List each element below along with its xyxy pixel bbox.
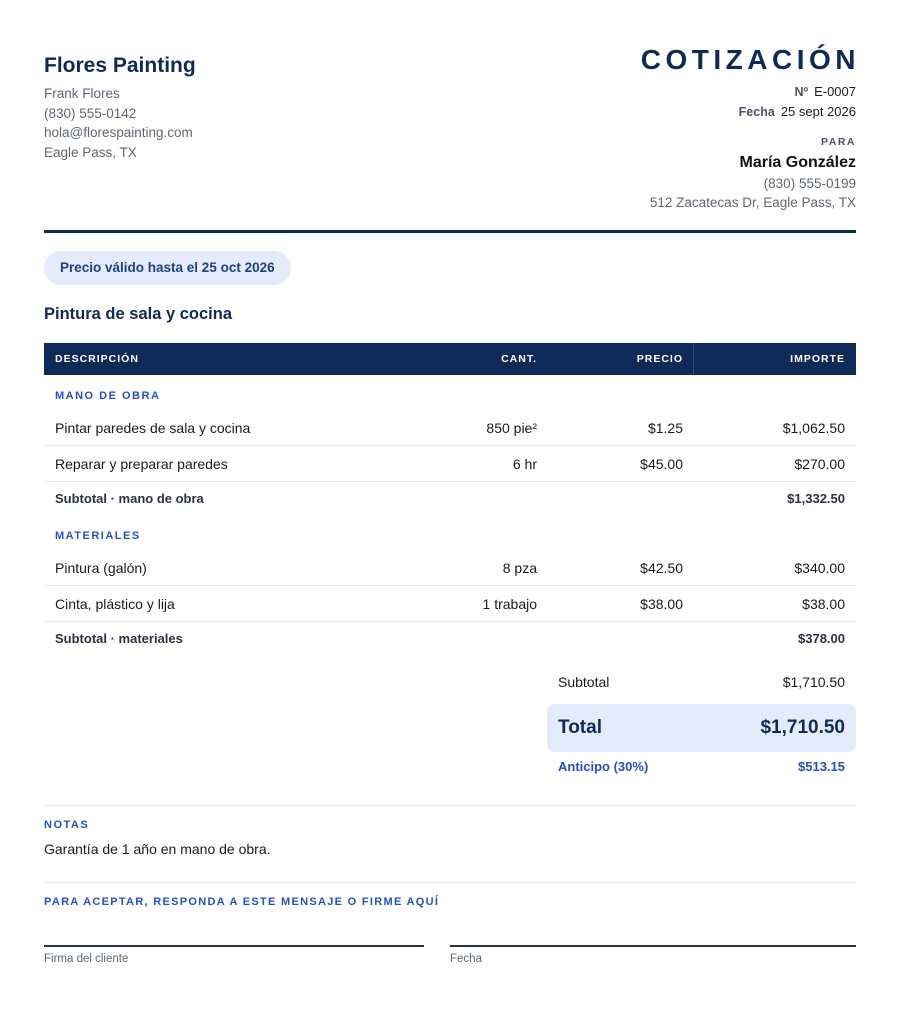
- row-price: $38.00: [640, 596, 683, 612]
- quote-date: 25 sept 2026: [780, 104, 856, 119]
- business-phone: (830) 555-0142: [44, 105, 137, 121]
- totals-subtotal-label: Subtotal: [558, 674, 610, 690]
- quote-header: [44, 0, 860, 232]
- subtotal-row-materials: [44, 622, 856, 658]
- signature-line[interactable]: [44, 945, 424, 947]
- table-row: [44, 550, 856, 586]
- table-header: [44, 343, 856, 375]
- row-qty: 1 trabajo: [482, 596, 537, 612]
- header-price: PRECIO: [636, 353, 683, 365]
- document-title: COTIZACIÓN: [640, 44, 860, 75]
- project-title: Pintura de sala y cocina: [44, 305, 232, 323]
- client-name: María González: [739, 154, 856, 171]
- business-name: Flores Painting: [44, 54, 196, 77]
- quote-number-row: [794, 84, 856, 99]
- quote-date-row: [739, 104, 856, 119]
- validity-badge: Precio válido hasta el 25 oct 2026: [44, 251, 291, 285]
- client-phone: (830) 555-0199: [763, 176, 856, 191]
- business-location: Eagle Pass, TX: [44, 144, 137, 160]
- header-column-divider: [693, 343, 694, 375]
- header-qty: CANT.: [501, 353, 537, 365]
- quote-document: [44, 0, 860, 965]
- acceptance-label: PARA ACEPTAR, RESPONDA A ESTE MENSAJE O FIRME AQUÍ: [44, 896, 440, 908]
- row-description: Reparar y preparar paredes: [55, 456, 228, 472]
- row-price: $45.00: [640, 456, 683, 472]
- grand-total-label: Total: [558, 717, 602, 738]
- deposit-value: $513.15: [798, 759, 845, 774]
- row-amount: $340.00: [794, 560, 845, 576]
- row-description: Pintar paredes de sala y cocina: [55, 420, 251, 436]
- section-label-labor: MANO DE OBRA: [55, 390, 161, 402]
- table-row: [44, 446, 856, 482]
- row-qty: 6 hr: [512, 456, 537, 472]
- totals-subtotal-value: $1,710.50: [782, 674, 845, 690]
- date-line[interactable]: [450, 945, 856, 947]
- row-amount: $38.00: [802, 596, 845, 612]
- quote-number-label: Nº: [794, 85, 809, 99]
- client-section-label: PARA: [821, 136, 856, 148]
- subtotal-amount: $1,332.50: [787, 491, 845, 506]
- section-label-materials: MATERIALES: [55, 530, 141, 542]
- row-qty: 850 pie²: [486, 420, 537, 436]
- subtotal-row-labor: [44, 482, 856, 518]
- row-price: $1.25: [647, 420, 683, 436]
- grand-total-box: [547, 704, 856, 752]
- signature-caption: Firma del cliente: [44, 953, 129, 965]
- date-caption: Fecha: [450, 953, 482, 965]
- business-contact-name: Frank Flores: [44, 86, 120, 101]
- acceptance-divider: [44, 882, 856, 883]
- quote-number: E-0007: [814, 84, 856, 99]
- subtotal-label: Subtotal · materiales: [55, 631, 183, 646]
- notes-divider: [44, 805, 856, 806]
- row-description: Pintura (galón): [55, 560, 147, 576]
- row-qty: 8 pza: [502, 560, 537, 576]
- client-address: 512 Zacatecas Dr, Eagle Pass, TX: [649, 195, 856, 210]
- header-description: DESCRIPCIÓN: [55, 353, 139, 365]
- subtotal-label: Subtotal · mano de obra: [55, 491, 204, 506]
- business-email: hola@florespainting.com: [44, 125, 193, 140]
- table-row: [44, 410, 856, 446]
- row-amount: $270.00: [794, 456, 845, 472]
- deposit-row: [558, 759, 856, 774]
- line-items-table: [44, 343, 856, 646]
- grand-total-value: $1,710.50: [760, 717, 845, 738]
- subtotal-amount: $378.00: [798, 631, 845, 646]
- header-amount: IMPORTE: [790, 353, 845, 365]
- header-divider: [44, 230, 856, 233]
- notes-text: Garantía de 1 año en mano de obra.: [44, 841, 271, 857]
- table-row: [44, 586, 856, 622]
- totals-subtotal-row: [558, 674, 856, 690]
- deposit-label: Anticipo (30%): [558, 759, 649, 774]
- row-price: $42.50: [640, 560, 683, 576]
- quote-date-label: Fecha: [738, 105, 775, 119]
- notes-label: NOTAS: [44, 819, 90, 831]
- row-description: Cinta, plástico y lija: [55, 596, 175, 612]
- row-amount: $1,062.50: [782, 420, 845, 436]
- business-details: [44, 84, 193, 162]
